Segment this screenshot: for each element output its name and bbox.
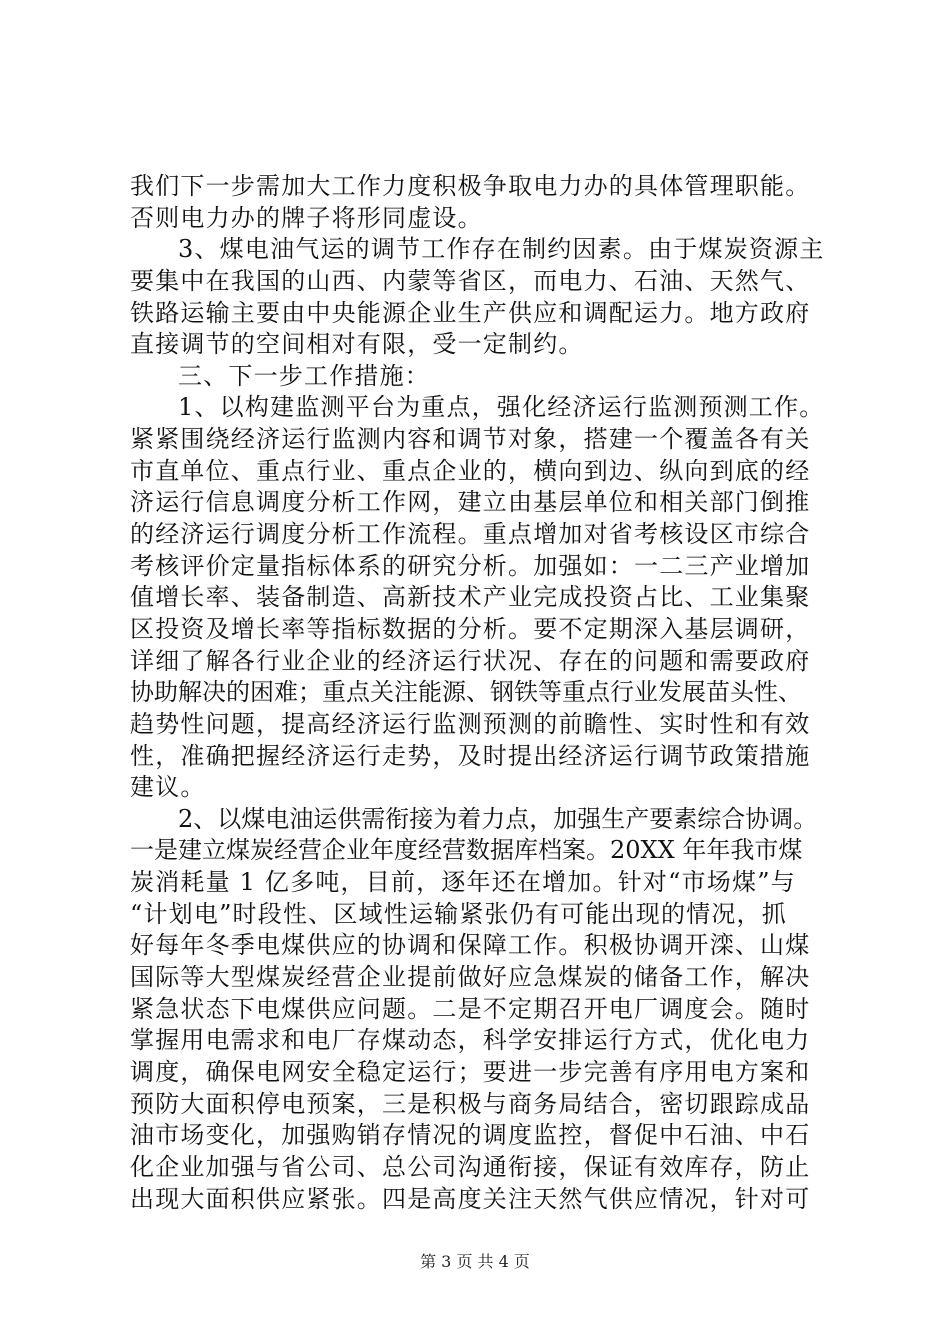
text-line: 好每年冬季电煤供应的协调和保障工作。积极协调开滦、山煤 bbox=[130, 931, 811, 960]
text-line: 值增长率、装备制造、高新技术产业完成投资占比、工业集聚 bbox=[130, 583, 811, 612]
page-footer bbox=[0, 1252, 950, 1272]
text-line: 性，准确把握经济运行走势，及时提出经济运行调节政策措施 bbox=[130, 741, 811, 770]
text-line: 出现大面积供应紧张。四是高度关注天然气供应情况，针对可 bbox=[130, 1184, 811, 1213]
text-line: 的经济运行调度分析工作流程。重点增加对省考核设区市综合 bbox=[130, 520, 811, 549]
text-line: 国际等大型煤炭经营企业提前做好应急煤炭的储备工作，解决 bbox=[130, 963, 811, 992]
text-line: 建议。 bbox=[130, 773, 206, 802]
text-line: 预防大面积停电预案，三是积极与商务局结合，密切跟踪成品 bbox=[130, 1089, 811, 1118]
text-line: 紧紧围绕经济运行监测内容和调节对象，搭建一个覆盖各有关 bbox=[130, 425, 811, 454]
text-line: 一是建立煤炭经营企业年度经营数据库档案。20XX 年年我市煤 bbox=[130, 836, 803, 865]
document-body bbox=[130, 171, 830, 1215]
text-line: 详细了解各行业企业的经济运行状况、存在的问题和需要政府 bbox=[130, 646, 811, 675]
text-line: 油市场变化，加强购销存情况的调度监控，督促中石油、中石 bbox=[130, 1121, 811, 1150]
text-line: 考核评价定量指标体系的研究分析。加强如：一二三产业增加 bbox=[130, 551, 811, 580]
text-line: 市直单位、重点行业、重点企业的，横向到边、纵向到底的经 bbox=[130, 456, 811, 485]
text-line: 调度，确保电网安全稳定运行；要进一步完善有序用电方案和 bbox=[130, 1057, 811, 1086]
text-line: 直接调节的空间相对有限，受一定制约。 bbox=[130, 330, 584, 359]
text-line: 区投资及增长率等指标数据的分析。要不定期深入基层调研， bbox=[130, 614, 811, 643]
text-line: 化企业加强与省公司、总公司沟通衔接，保证有效库存，防止 bbox=[130, 1152, 811, 1181]
text-line: 炭消耗量 1 亿多吨，目前，逐年还在增加。针对“市场煤”与 bbox=[130, 868, 796, 897]
text-line: 1、以构建监测平台为重点，强化经济运行监测预测工作。 bbox=[178, 393, 825, 422]
page-number-label: 第 3 页 共 4 页 bbox=[420, 1252, 530, 1271]
text-line: 2、以煤电油运供需衔接为着力点，加强生产要素综合协调。 bbox=[178, 804, 818, 833]
text-line: 我们下一步需加大工作力度积极争取电力办的具体管理职能。 bbox=[130, 172, 811, 200]
text-line: 三、下一步工作措施： bbox=[178, 361, 430, 390]
text-line: 济运行信息调度分析工作网，建立由基层单位和相关部门倒推 bbox=[130, 488, 811, 517]
text-line: 协助解决的困难；重点关注能源、钢铁等重点行业发展苗头性、 bbox=[130, 678, 802, 707]
text-line: 3、煤电油气运的调节工作存在制约因素。由于煤炭资源主 bbox=[178, 235, 825, 264]
text-line: 掌握用电需求和电厂存煤动态，科学安排运行方式，优化电力 bbox=[130, 1026, 811, 1055]
text-line: “计划电”时段性、区域性运输紧张仍有可能出现的情况，抓 bbox=[130, 899, 787, 928]
text-line: 趋势性问题，提高经济运行监测预测的前瞻性、实时性和有效 bbox=[130, 709, 811, 738]
text-line: 紧急状态下电煤供应问题。二是不定期召开电厂调度会。随时 bbox=[130, 994, 811, 1023]
text-line: 要集中在我国的山西、内蒙等省区，而电力、石油、天然气、 bbox=[130, 266, 811, 295]
text-line: 否则电力办的牌子将形同虚设。 bbox=[130, 203, 483, 232]
text-line: 铁路运输主要由中央能源企业生产供应和调配运力。地方政府 bbox=[130, 298, 811, 327]
